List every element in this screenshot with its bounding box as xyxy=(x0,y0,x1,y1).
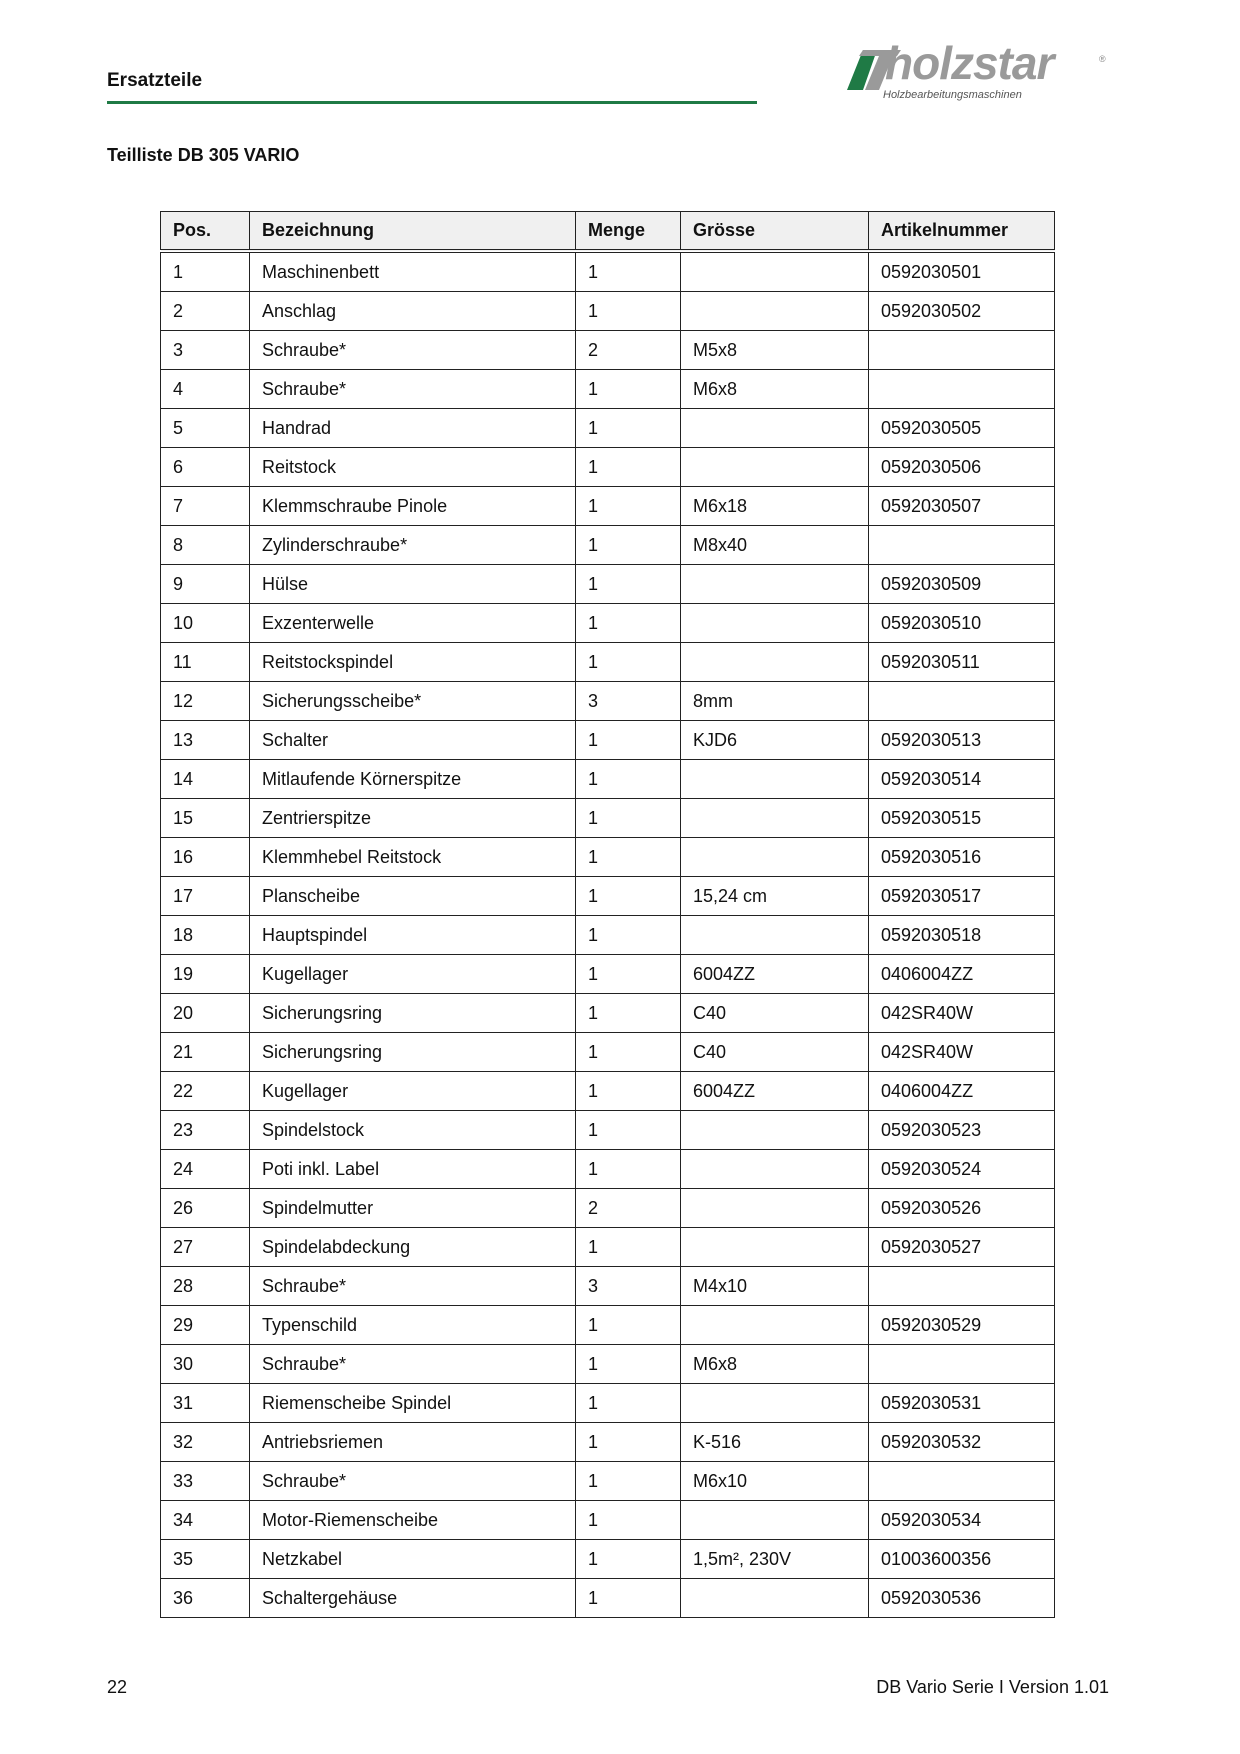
cell-groesse xyxy=(681,1228,869,1267)
cell-menge: 1 xyxy=(576,877,681,916)
table-row xyxy=(161,565,1055,604)
cell-groesse xyxy=(681,448,869,487)
cell-groesse xyxy=(681,251,869,292)
cell-menge: 1 xyxy=(576,1345,681,1384)
cell-bezeichnung: Sicherungsring xyxy=(250,1033,576,1072)
table-row xyxy=(161,955,1055,994)
cell-groesse xyxy=(681,1150,869,1189)
cell-menge: 1 xyxy=(576,1462,681,1501)
cell-artikelnummer: 0592030523 xyxy=(869,1111,1055,1150)
cell-bezeichnung: Zylinderschraube* xyxy=(250,526,576,565)
cell-bezeichnung: Riemenscheibe Spindel xyxy=(250,1384,576,1423)
cell-bezeichnung: Kugellager xyxy=(250,1072,576,1111)
cell-groesse: C40 xyxy=(681,994,869,1033)
table-row xyxy=(161,721,1055,760)
cell-bezeichnung: Klemmschraube Pinole xyxy=(250,487,576,526)
cell-artikelnummer: 0592030513 xyxy=(869,721,1055,760)
cell-artikelnummer: 0406004ZZ xyxy=(869,1072,1055,1111)
table-row xyxy=(161,838,1055,877)
cell-groesse: M6x8 xyxy=(681,1345,869,1384)
cell-bezeichnung: Schraube* xyxy=(250,370,576,409)
cell-groesse xyxy=(681,916,869,955)
cell-pos: 22 xyxy=(161,1072,250,1111)
cell-bezeichnung: Schraube* xyxy=(250,331,576,370)
cell-menge: 1 xyxy=(576,1384,681,1423)
column-header-groesse: Grösse xyxy=(681,212,869,252)
cell-menge: 1 xyxy=(576,370,681,409)
cell-groesse xyxy=(681,1501,869,1540)
parts-table xyxy=(160,211,1055,1618)
cell-menge: 1 xyxy=(576,1306,681,1345)
cell-artikelnummer: 0592030509 xyxy=(869,565,1055,604)
section-title: Ersatzteile xyxy=(107,70,203,91)
cell-pos: 19 xyxy=(161,955,250,994)
table-row xyxy=(161,1072,1055,1111)
table-row xyxy=(161,487,1055,526)
cell-artikelnummer xyxy=(869,331,1055,370)
cell-pos: 13 xyxy=(161,721,250,760)
cell-artikelnummer: 0592030534 xyxy=(869,1501,1055,1540)
cell-bezeichnung: Spindelstock xyxy=(250,1111,576,1150)
cell-artikelnummer: 0406004ZZ xyxy=(869,955,1055,994)
cell-menge: 1 xyxy=(576,799,681,838)
table-row xyxy=(161,604,1055,643)
cell-artikelnummer: 0592030506 xyxy=(869,448,1055,487)
cell-menge: 1 xyxy=(576,916,681,955)
cell-groesse: M5x8 xyxy=(681,331,869,370)
cell-pos: 28 xyxy=(161,1267,250,1306)
table-row xyxy=(161,526,1055,565)
cell-menge: 1 xyxy=(576,994,681,1033)
cell-menge: 2 xyxy=(576,1189,681,1228)
cell-menge: 1 xyxy=(576,448,681,487)
cell-groesse xyxy=(681,292,869,331)
column-header-artikelnummer: Artikelnummer xyxy=(869,212,1055,252)
table-row xyxy=(161,1579,1055,1618)
cell-groesse: 8mm xyxy=(681,682,869,721)
cell-pos: 32 xyxy=(161,1423,250,1462)
cell-groesse: M6x8 xyxy=(681,370,869,409)
cell-groesse xyxy=(681,1306,869,1345)
cell-groesse: 1,5m², 230V xyxy=(681,1540,869,1579)
cell-artikelnummer xyxy=(869,1345,1055,1384)
table-row xyxy=(161,1306,1055,1345)
cell-groesse xyxy=(681,409,869,448)
cell-groesse xyxy=(681,760,869,799)
cell-groesse: C40 xyxy=(681,1033,869,1072)
cell-artikelnummer xyxy=(869,1462,1055,1501)
document-title: Teilliste DB 305 VARIO xyxy=(107,145,300,165)
cell-artikelnummer xyxy=(869,370,1055,409)
cell-menge: 3 xyxy=(576,682,681,721)
cell-pos: 11 xyxy=(161,643,250,682)
cell-artikelnummer: 0592030531 xyxy=(869,1384,1055,1423)
header-divider xyxy=(107,101,757,104)
cell-bezeichnung: Spindelmutter xyxy=(250,1189,576,1228)
cell-menge: 1 xyxy=(576,721,681,760)
cell-bezeichnung: Netzkabel xyxy=(250,1540,576,1579)
cell-artikelnummer: 0592030511 xyxy=(869,643,1055,682)
table-row xyxy=(161,682,1055,721)
cell-groesse: 6004ZZ xyxy=(681,955,869,994)
cell-groesse xyxy=(681,799,869,838)
cell-pos: 3 xyxy=(161,331,250,370)
cell-bezeichnung: Poti inkl. Label xyxy=(250,1150,576,1189)
cell-bezeichnung: Maschinenbett xyxy=(250,251,576,292)
cell-menge: 1 xyxy=(576,1228,681,1267)
cell-groesse: 6004ZZ xyxy=(681,1072,869,1111)
cell-groesse xyxy=(681,643,869,682)
cell-groesse xyxy=(681,838,869,877)
table-row xyxy=(161,916,1055,955)
page-number: 22 xyxy=(107,1677,128,1697)
cell-pos: 20 xyxy=(161,994,250,1033)
cell-artikelnummer xyxy=(869,1267,1055,1306)
cell-artikelnummer: 0592030529 xyxy=(869,1306,1055,1345)
cell-groesse xyxy=(681,1384,869,1423)
cell-pos: 8 xyxy=(161,526,250,565)
cell-artikelnummer: 0592030517 xyxy=(869,877,1055,916)
cell-pos: 2 xyxy=(161,292,250,331)
cell-pos: 18 xyxy=(161,916,250,955)
cell-groesse: K-516 xyxy=(681,1423,869,1462)
cell-groesse xyxy=(681,1111,869,1150)
table-row xyxy=(161,331,1055,370)
table-row xyxy=(161,1150,1055,1189)
cell-artikelnummer xyxy=(869,682,1055,721)
cell-bezeichnung: Klemmhebel Reitstock xyxy=(250,838,576,877)
cell-pos: 16 xyxy=(161,838,250,877)
table-row xyxy=(161,877,1055,916)
column-header-menge: Menge xyxy=(576,212,681,252)
cell-pos: 5 xyxy=(161,409,250,448)
cell-menge: 1 xyxy=(576,409,681,448)
cell-artikelnummer: 042SR40W xyxy=(869,1033,1055,1072)
cell-pos: 26 xyxy=(161,1189,250,1228)
cell-groesse: M6x18 xyxy=(681,487,869,526)
cell-bezeichnung: Reitstock xyxy=(250,448,576,487)
cell-artikelnummer: 0592030501 xyxy=(869,251,1055,292)
cell-menge: 3 xyxy=(576,1267,681,1306)
document-reference: DB Vario Serie I Version 1.01 xyxy=(876,1677,1109,1697)
cell-pos: 31 xyxy=(161,1384,250,1423)
table-row xyxy=(161,994,1055,1033)
cell-menge: 1 xyxy=(576,487,681,526)
table-row xyxy=(161,1345,1055,1384)
table-row xyxy=(161,643,1055,682)
cell-bezeichnung: Schraube* xyxy=(250,1345,576,1384)
table-row xyxy=(161,1267,1055,1306)
cell-menge: 1 xyxy=(576,604,681,643)
cell-bezeichnung: Schraube* xyxy=(250,1267,576,1306)
cell-pos: 21 xyxy=(161,1033,250,1072)
cell-pos: 14 xyxy=(161,760,250,799)
cell-menge: 1 xyxy=(576,1540,681,1579)
cell-bezeichnung: Planscheibe xyxy=(250,877,576,916)
table-row xyxy=(161,1033,1055,1072)
table-row xyxy=(161,292,1055,331)
table-row xyxy=(161,760,1055,799)
cell-pos: 34 xyxy=(161,1501,250,1540)
cell-menge: 1 xyxy=(576,292,681,331)
cell-bezeichnung: Antriebsriemen xyxy=(250,1423,576,1462)
cell-artikelnummer: 0592030502 xyxy=(869,292,1055,331)
cell-menge: 1 xyxy=(576,1579,681,1618)
cell-menge: 1 xyxy=(576,251,681,292)
cell-artikelnummer: 0592030505 xyxy=(869,409,1055,448)
cell-menge: 1 xyxy=(576,760,681,799)
cell-artikelnummer: 0592030507 xyxy=(869,487,1055,526)
cell-menge: 1 xyxy=(576,1501,681,1540)
cell-groesse: M6x10 xyxy=(681,1462,869,1501)
table-row xyxy=(161,251,1055,292)
table-row xyxy=(161,1384,1055,1423)
table-row xyxy=(161,1423,1055,1462)
cell-bezeichnung: Hauptspindel xyxy=(250,916,576,955)
registered-mark: ® xyxy=(1099,54,1106,64)
cell-artikelnummer: 042SR40W xyxy=(869,994,1055,1033)
cell-pos: 7 xyxy=(161,487,250,526)
cell-artikelnummer: 0592030524 xyxy=(869,1150,1055,1189)
cell-artikelnummer: 0592030514 xyxy=(869,760,1055,799)
cell-menge: 1 xyxy=(576,1150,681,1189)
cell-bezeichnung: Anschlag xyxy=(250,292,576,331)
cell-bezeichnung: Reitstockspindel xyxy=(250,643,576,682)
table-row xyxy=(161,1228,1055,1267)
table-row xyxy=(161,1462,1055,1501)
holzstar-logo xyxy=(843,37,1113,104)
cell-pos: 17 xyxy=(161,877,250,916)
cell-bezeichnung: Mitlaufende Körnerspitze xyxy=(250,760,576,799)
cell-pos: 6 xyxy=(161,448,250,487)
cell-pos: 30 xyxy=(161,1345,250,1384)
cell-artikelnummer: 0592030515 xyxy=(869,799,1055,838)
cell-groesse: 15,24 cm xyxy=(681,877,869,916)
cell-artikelnummer: 01003600356 xyxy=(869,1540,1055,1579)
cell-pos: 27 xyxy=(161,1228,250,1267)
cell-artikelnummer: 0592030536 xyxy=(869,1579,1055,1618)
cell-groesse xyxy=(681,604,869,643)
cell-bezeichnung: Handrad xyxy=(250,409,576,448)
cell-bezeichnung: Zentrierspitze xyxy=(250,799,576,838)
cell-bezeichnung: Sicherungsring xyxy=(250,994,576,1033)
cell-artikelnummer: 0592030510 xyxy=(869,604,1055,643)
cell-pos: 15 xyxy=(161,799,250,838)
table-row xyxy=(161,1189,1055,1228)
cell-bezeichnung: Kugellager xyxy=(250,955,576,994)
cell-menge: 1 xyxy=(576,1111,681,1150)
cell-artikelnummer: 0592030516 xyxy=(869,838,1055,877)
cell-pos: 10 xyxy=(161,604,250,643)
cell-artikelnummer: 0592030526 xyxy=(869,1189,1055,1228)
cell-pos: 29 xyxy=(161,1306,250,1345)
cell-menge: 1 xyxy=(576,838,681,877)
cell-pos: 36 xyxy=(161,1579,250,1618)
cell-pos: 1 xyxy=(161,251,250,292)
cell-bezeichnung: Spindelabdeckung xyxy=(250,1228,576,1267)
column-header-pos: Pos. xyxy=(161,212,250,252)
cell-groesse: M4x10 xyxy=(681,1267,869,1306)
cell-artikelnummer: 0592030527 xyxy=(869,1228,1055,1267)
cell-bezeichnung: Schaltergehäuse xyxy=(250,1579,576,1618)
cell-bezeichnung: Schraube* xyxy=(250,1462,576,1501)
cell-bezeichnung: Exzenterwelle xyxy=(250,604,576,643)
cell-bezeichnung: Hülse xyxy=(250,565,576,604)
cell-menge: 1 xyxy=(576,955,681,994)
table-row xyxy=(161,1111,1055,1150)
cell-groesse xyxy=(681,1579,869,1618)
cell-groesse: KJD6 xyxy=(681,721,869,760)
table-header-row xyxy=(161,212,1055,252)
cell-bezeichnung: Typenschild xyxy=(250,1306,576,1345)
cell-pos: 33 xyxy=(161,1462,250,1501)
cell-groesse: M8x40 xyxy=(681,526,869,565)
cell-groesse xyxy=(681,1189,869,1228)
logo-wordmark: holzstar xyxy=(885,37,1054,89)
column-header-bezeichnung: Bezeichnung xyxy=(250,212,576,252)
cell-menge: 1 xyxy=(576,1423,681,1462)
cell-bezeichnung: Schalter xyxy=(250,721,576,760)
cell-pos: 4 xyxy=(161,370,250,409)
cell-pos: 12 xyxy=(161,682,250,721)
cell-bezeichnung: Motor-Riemenscheibe xyxy=(250,1501,576,1540)
cell-artikelnummer xyxy=(869,526,1055,565)
cell-pos: 23 xyxy=(161,1111,250,1150)
cell-groesse xyxy=(681,565,869,604)
cell-pos: 24 xyxy=(161,1150,250,1189)
logo-tagline: Holzbearbeitungsmaschinen xyxy=(883,89,1022,101)
cell-pos: 9 xyxy=(161,565,250,604)
cell-bezeichnung: Sicherungsscheibe* xyxy=(250,682,576,721)
cell-artikelnummer: 0592030518 xyxy=(869,916,1055,955)
cell-menge: 1 xyxy=(576,643,681,682)
table-row xyxy=(161,799,1055,838)
table-row xyxy=(161,1540,1055,1579)
cell-menge: 1 xyxy=(576,1033,681,1072)
cell-menge: 1 xyxy=(576,526,681,565)
parts-table-body xyxy=(161,251,1055,1618)
cell-pos: 35 xyxy=(161,1540,250,1579)
cell-menge: 1 xyxy=(576,565,681,604)
table-row xyxy=(161,409,1055,448)
cell-menge: 1 xyxy=(576,1072,681,1111)
cell-artikelnummer: 0592030532 xyxy=(869,1423,1055,1462)
table-row xyxy=(161,1501,1055,1540)
table-row xyxy=(161,370,1055,409)
cell-menge: 2 xyxy=(576,331,681,370)
table-row xyxy=(161,448,1055,487)
